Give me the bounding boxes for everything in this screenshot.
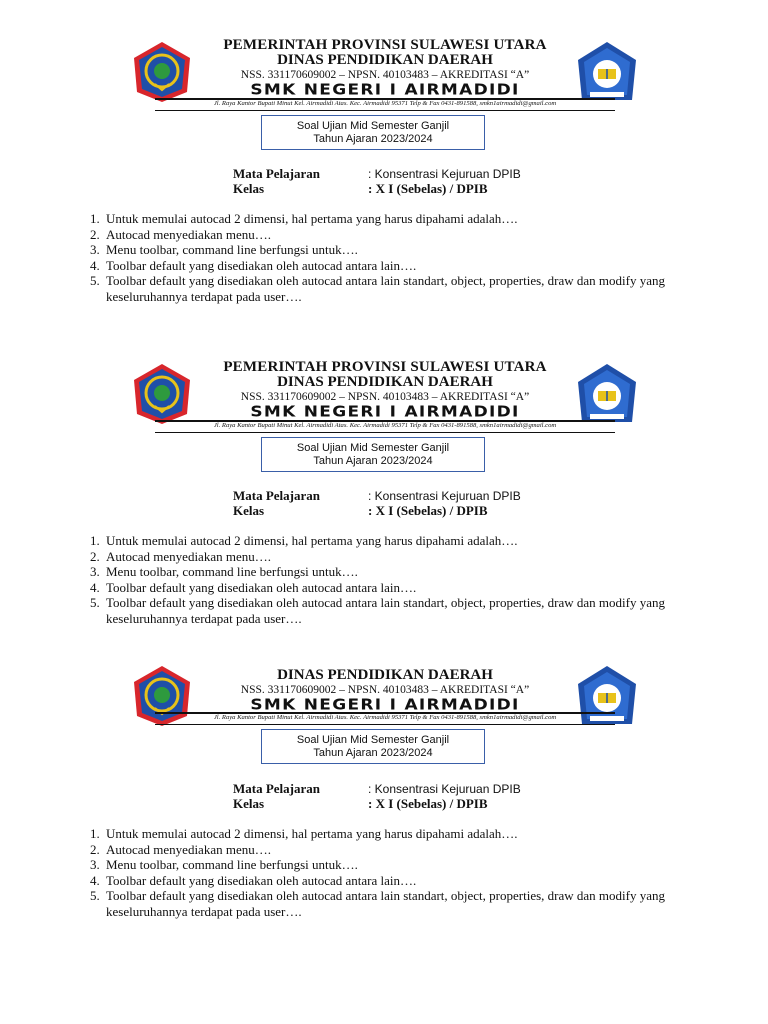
- subject-value: : Konsentrasi Kejuruan DPIB: [368, 782, 521, 796]
- question-number: 1.: [90, 826, 100, 841]
- question-number: 1.: [90, 211, 100, 226]
- question-text: Autocad menyediakan menu….: [106, 226, 271, 242]
- letterhead-province: PEMERINTAH PROVINSI SULAWESI UTARA: [223, 359, 547, 375]
- question-item: [90, 211, 690, 227]
- question-item: [90, 564, 690, 580]
- letterhead-dinas: DINAS PENDIDIKAN DAERAH: [277, 667, 493, 683]
- letterhead-nss: NSS. 331170609002 – NPSN. 40103483 – AKREDITASI “A”: [240, 69, 530, 81]
- subject-value: : Konsentrasi Kejuruan DPIB: [368, 167, 521, 181]
- letterhead-rule-thin: [155, 110, 615, 111]
- exam-sheet-3: [0, 664, 768, 984]
- school-name: SMK NEGERI I AIRMADIDI: [250, 81, 520, 99]
- subject-row: [233, 781, 521, 797]
- exam-title: Soal Ujian Mid Semester Ganjil: [296, 734, 450, 746]
- question-item: [90, 549, 690, 565]
- question-item: [90, 826, 690, 842]
- question-item: [90, 258, 690, 274]
- question-item: [90, 595, 690, 626]
- province-emblem-icon: [131, 40, 193, 104]
- question-text: Menu toolbar, command line berfungsi untuk….: [106, 564, 358, 579]
- class-value: : X I (Sebelas) / DPIB: [368, 796, 488, 811]
- question-number: 3.: [90, 857, 100, 872]
- school-address: Jl. Raya Kantor Bupati Minut Kel. Airmadidi Atas. Kec. Airmadidi 95371 Telp & Fax 0431-891588, smkn1airmadidi@gmail.com: [213, 422, 557, 429]
- question-item: [90, 242, 690, 258]
- question-list: [90, 826, 690, 919]
- exam-title: Soal Ujian Mid Semester Ganjil: [296, 120, 450, 132]
- exam-sheet-2: [0, 355, 768, 675]
- question-text: Untuk memulai autocad 2 dimensi, hal pertama yang harus dipahami adalah….: [106, 533, 518, 548]
- letterhead-dinas: DINAS PENDIDIKAN DAERAH: [277, 374, 493, 390]
- question-item: [90, 888, 690, 919]
- letterhead-province: PEMERINTAH PROVINSI SULAWESI UTARA: [223, 37, 547, 53]
- question-text: Toolbar default yang disediakan oleh autocad antara lain standart, object, properties, draw dan modify yang keseluruhannya terdapat pada user….: [106, 273, 665, 304]
- exam-title-box: [261, 437, 485, 472]
- question-text: Toolbar default yang disediakan oleh autocad antara lain standart, object, properties, draw dan modify yang keseluruhannya terdapat pada user….: [106, 888, 665, 919]
- letterhead-nss: NSS. 331170609002 – NPSN. 40103483 – AKREDITASI “A”: [240, 391, 530, 403]
- school-name: SMK NEGERI I AIRMADIDI: [250, 696, 520, 714]
- subject-label: Mata Pelajaran: [233, 488, 321, 503]
- subject-row: [233, 488, 521, 504]
- question-item: [90, 580, 690, 596]
- class-label: Kelas: [233, 796, 265, 811]
- question-number: 2.: [90, 841, 100, 857]
- class-label: Kelas: [233, 181, 265, 196]
- question-number: 3.: [90, 242, 100, 257]
- exam-year: Tahun Ajaran 2023/2024: [313, 747, 433, 759]
- question-text: Toolbar default yang disediakan oleh autocad antara lain….: [106, 257, 417, 273]
- question-text: Autocad menyediakan menu….: [106, 841, 271, 857]
- question-number: 2.: [90, 548, 100, 564]
- question-number: 2.: [90, 226, 100, 242]
- class-label: Kelas: [233, 503, 265, 518]
- school-emblem-icon: [574, 362, 640, 426]
- question-item: [90, 273, 690, 304]
- school-address: Jl. Raya Kantor Bupati Minut Kel. Airmadidi Atas. Kec. Airmadidi 95371 Telp & Fax 0431-891588, smkn1airmadidi@gmail.com: [213, 714, 557, 721]
- letterhead-dinas: DINAS PENDIDIKAN DAERAH: [277, 52, 493, 68]
- question-text: Toolbar default yang disediakan oleh autocad antara lain standart, object, properties, draw dan modify yang keseluruhannya terdapat pada user….: [106, 595, 665, 626]
- question-text: Autocad menyediakan menu….: [106, 548, 271, 564]
- exam-title: Soal Ujian Mid Semester Ganjil: [296, 442, 450, 454]
- school-address: Jl. Raya Kantor Bupati Minut Kel. Airmadidi Atas. Kec. Airmadidi 95371 Telp & Fax 0431-891588, smkn1airmadidi@gmail.com: [213, 100, 557, 107]
- question-number: 4.: [90, 872, 100, 888]
- school-name: SMK NEGERI I AIRMADIDI: [250, 403, 520, 421]
- question-item: [90, 842, 690, 858]
- question-text: Untuk memulai autocad 2 dimensi, hal pertama yang harus dipahami adalah….: [106, 211, 518, 226]
- question-number: 5.: [90, 273, 100, 288]
- exam-year: Tahun Ajaran 2023/2024: [313, 455, 433, 467]
- class-value: : X I (Sebelas) / DPIB: [368, 181, 488, 196]
- question-list: [90, 211, 690, 304]
- question-number: 3.: [90, 564, 100, 579]
- question-item: [90, 533, 690, 549]
- subject-row: [233, 166, 521, 182]
- exam-sheet-1: [0, 33, 768, 353]
- province-emblem-icon: [131, 362, 193, 426]
- question-list: [90, 533, 690, 626]
- question-text: Untuk memulai autocad 2 dimensi, hal pertama yang harus dipahami adalah….: [106, 826, 518, 841]
- question-text: Toolbar default yang disediakan oleh autocad antara lain….: [106, 872, 417, 888]
- exam-title-box: [261, 115, 485, 150]
- question-text: Menu toolbar, command line berfungsi untuk….: [106, 242, 358, 257]
- question-number: 5.: [90, 888, 100, 903]
- class-row: [233, 503, 488, 519]
- question-number: 1.: [90, 533, 100, 548]
- class-value: : X I (Sebelas) / DPIB: [368, 503, 488, 518]
- question-item: [90, 873, 690, 889]
- letterhead-rule-thin: [155, 724, 615, 725]
- question-number: 4.: [90, 579, 100, 595]
- letterhead-rule-thin: [155, 432, 615, 433]
- question-number: 5.: [90, 595, 100, 610]
- class-row: [233, 796, 488, 812]
- question-number: 4.: [90, 257, 100, 273]
- subject-value: : Konsentrasi Kejuruan DPIB: [368, 489, 521, 503]
- school-emblem-icon: [574, 40, 640, 104]
- question-text: Menu toolbar, command line berfungsi untuk….: [106, 857, 358, 872]
- subject-label: Mata Pelajaran: [233, 166, 321, 181]
- question-item: [90, 857, 690, 873]
- exam-title-box: [261, 729, 485, 764]
- class-row: [233, 181, 488, 197]
- subject-label: Mata Pelajaran: [233, 781, 321, 796]
- question-text: Toolbar default yang disediakan oleh autocad antara lain….: [106, 579, 417, 595]
- letterhead-nss: NSS. 331170609002 – NPSN. 40103483 – AKREDITASI “A”: [240, 684, 530, 696]
- question-item: [90, 227, 690, 243]
- exam-year: Tahun Ajaran 2023/2024: [313, 133, 433, 145]
